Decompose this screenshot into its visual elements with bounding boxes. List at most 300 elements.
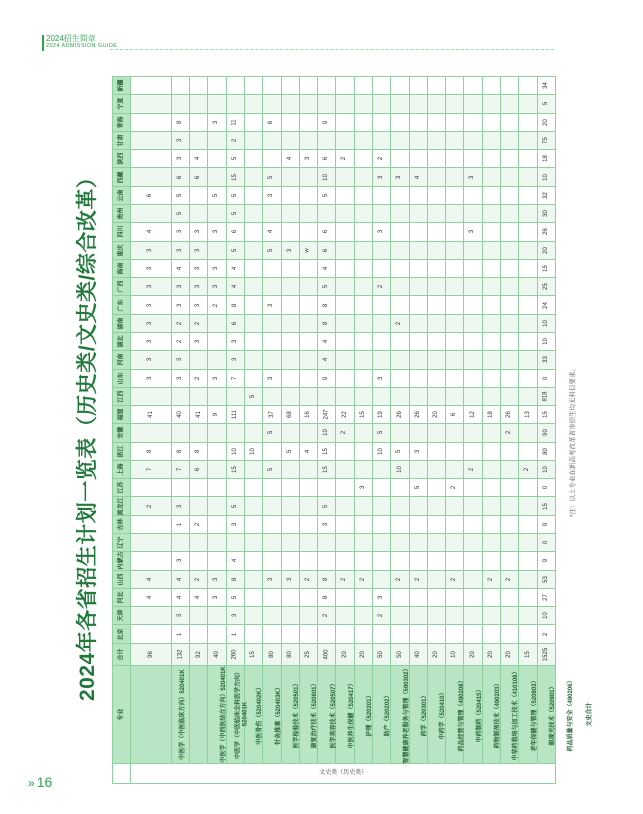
data-cell-text: 3: [195, 285, 202, 289]
data-cell: [245, 204, 263, 222]
data-cell: [263, 534, 281, 552]
data-cell: [464, 479, 482, 497]
data-cell: [226, 625, 244, 643]
data-cell-text: 16: [305, 411, 312, 419]
column-header-text: 浙江: [118, 445, 125, 458]
total-cell-text: 10: [542, 319, 549, 327]
data-cell: [131, 150, 172, 168]
data-cell: [281, 534, 299, 552]
data-cell-text: 2: [177, 339, 184, 344]
data-cell-text: 4: [323, 339, 330, 344]
data-cell: [354, 223, 372, 241]
data-cell: [171, 204, 189, 222]
category-label: [131, 763, 556, 783]
data-cell: [318, 113, 336, 131]
data-cell: [318, 351, 336, 369]
data-cell: [245, 424, 263, 442]
data-cell: [519, 479, 537, 497]
data-cell: [171, 570, 189, 588]
data-cell-text: 15: [231, 173, 238, 181]
data-cell-text: 2: [451, 486, 458, 490]
data-cell: [446, 223, 464, 241]
data-cell: [482, 552, 500, 570]
data-cell: [482, 77, 500, 95]
data-cell-text: 3: [195, 303, 202, 307]
province-row: [113, 406, 556, 424]
data-cell: [464, 204, 482, 222]
column-header: [113, 131, 131, 149]
total-cell-text: 0: [542, 376, 549, 380]
major-name-text: 中药制药（520415）: [476, 686, 483, 743]
data-cell: [519, 186, 537, 204]
data-cell: [427, 625, 445, 643]
data-cell: [500, 314, 518, 332]
data-cell: [263, 259, 281, 277]
data-cell: [318, 406, 336, 424]
data-cell-text: 5: [250, 394, 257, 399]
data-cell: [263, 241, 281, 259]
footnote: *注：以上专业在新高考改革省市招生均无科目要求。: [569, 364, 577, 518]
data-cell: [464, 150, 482, 168]
data-cell: [226, 369, 244, 387]
data-cell: [500, 95, 518, 113]
data-cell-text: 5: [231, 157, 238, 161]
data-cell: [281, 77, 299, 95]
data-cell-text: 5: [177, 193, 184, 197]
data-cell: [131, 296, 172, 314]
data-cell: [318, 150, 336, 168]
data-cell-text: 6: [195, 467, 202, 472]
data-cell: [208, 424, 226, 442]
column-header-text: 江西: [118, 390, 125, 403]
data-cell: [171, 131, 189, 149]
data-cell-text: 9: [323, 120, 330, 124]
data-cell: [391, 479, 409, 497]
data-cell: [427, 168, 445, 186]
total-cell-text: 0: [542, 541, 549, 545]
data-cell-text: 3: [195, 230, 202, 234]
data-cell-text: 4: [231, 285, 238, 289]
data-cell: [373, 150, 391, 168]
data-cell: [373, 369, 391, 387]
data-cell: [409, 406, 427, 424]
data-cell: [500, 332, 518, 350]
data-cell-text: 3: [268, 303, 275, 307]
data-cell: [171, 113, 189, 131]
column-header: [113, 168, 131, 186]
data-cell: [482, 351, 500, 369]
data-cell: [482, 223, 500, 241]
data-cell: [263, 351, 281, 369]
data-cell-text: 4: [177, 266, 184, 271]
data-cell: [245, 131, 263, 149]
data-cell-text: 400: [323, 649, 330, 660]
data-cell: [336, 204, 354, 222]
total-cell: [537, 131, 555, 149]
data-cell: [245, 332, 263, 350]
data-cell: [391, 186, 409, 204]
data-cell: [299, 131, 317, 149]
data-cell: [131, 588, 172, 606]
data-cell: [446, 150, 464, 168]
data-cell-text: 50: [396, 651, 403, 658]
data-cell: [427, 259, 445, 277]
data-cell: [263, 204, 281, 222]
data-cell-text: 5: [268, 431, 275, 435]
data-cell-text: 6: [231, 321, 238, 325]
data-cell: [373, 332, 391, 350]
data-cell: [190, 534, 208, 552]
data-cell: [391, 150, 409, 168]
data-cell: [299, 442, 317, 460]
data-cell: [519, 332, 537, 350]
data-cell: [131, 204, 172, 222]
data-cell: [500, 296, 518, 314]
data-cell: [131, 607, 172, 625]
data-cell: [464, 534, 482, 552]
data-cell: [131, 479, 172, 497]
data-cell: [299, 113, 317, 131]
data-cell-text: 3: [378, 595, 385, 600]
data-cell-text: 6: [231, 230, 238, 234]
data-cell: [208, 497, 226, 515]
column-header: [113, 113, 131, 131]
data-cell: [171, 387, 189, 405]
data-cell: [482, 259, 500, 277]
data-cell: [500, 204, 518, 222]
data-cell: [464, 95, 482, 113]
data-cell: [318, 479, 336, 497]
data-cell: [299, 351, 317, 369]
data-cell: [500, 406, 518, 424]
data-cell: [519, 278, 537, 296]
data-cell: [391, 534, 409, 552]
data-cell: [190, 607, 208, 625]
data-cell-text: 3: [268, 376, 275, 380]
data-cell: [409, 241, 427, 259]
data-cell-text: 3: [177, 157, 184, 161]
data-cell: [391, 570, 409, 588]
data-cell: [482, 387, 500, 405]
data-cell-text: 5: [231, 193, 238, 197]
data-cell: [500, 387, 518, 405]
data-cell-text: 2: [195, 321, 202, 325]
province-row: [113, 570, 556, 588]
column-header-text: 河南: [118, 353, 125, 366]
data-cell-text: 15: [524, 651, 531, 658]
column-header-text: 专业: [118, 708, 125, 721]
data-cell-text: 5: [231, 504, 238, 508]
data-cell: [464, 131, 482, 149]
data-cell-text: 3: [147, 358, 154, 362]
data-cell: [226, 113, 244, 131]
data-cell: [171, 497, 189, 515]
total-cell-text: 10: [542, 466, 549, 473]
data-cell-text: 20: [433, 411, 439, 419]
data-cell: [263, 424, 281, 442]
data-cell: [336, 497, 354, 515]
data-cell: [263, 332, 281, 350]
data-cell-text: 3: [231, 339, 238, 344]
total-cell: [537, 424, 555, 442]
major-name-text: 医学检验技术（520501）: [294, 680, 301, 749]
data-cell-text: 40: [414, 651, 421, 658]
total-cell: [537, 479, 555, 497]
data-cell: [446, 77, 464, 95]
data-cell: [281, 570, 299, 588]
data-cell: [318, 387, 336, 405]
data-cell-text: 3: [305, 157, 312, 161]
data-cell: [373, 460, 391, 478]
data-cell-text: 26: [396, 411, 403, 419]
data-cell: [171, 534, 189, 552]
data-cell: [427, 424, 445, 442]
data-cell: [299, 296, 317, 314]
data-cell: [391, 168, 409, 186]
data-cell: [281, 223, 299, 241]
data-cell: [519, 442, 537, 460]
data-cell: [354, 95, 372, 113]
data-cell: [281, 387, 299, 405]
data-cell: [446, 607, 464, 625]
data-cell: [500, 442, 518, 460]
data-cell-text: 3: [378, 376, 385, 380]
data-cell-text: 5: [268, 248, 275, 252]
data-cell-text: 5: [231, 211, 238, 216]
data-cell-text: 5: [396, 449, 403, 453]
data-cell: [482, 588, 500, 606]
data-cell: [519, 424, 537, 442]
total-cell: [537, 314, 555, 332]
data-cell-text: 2: [487, 577, 494, 581]
data-cell: [500, 278, 518, 296]
province-row: [113, 607, 556, 625]
data-cell-text: 3: [195, 248, 202, 252]
column-header: [113, 588, 131, 606]
data-cell: [446, 314, 464, 332]
data-cell-text: 2: [359, 577, 366, 581]
data-cell: [245, 314, 263, 332]
data-cell: [427, 332, 445, 350]
data-cell: [409, 369, 427, 387]
column-header-text: 海南: [118, 262, 125, 275]
data-cell: [500, 131, 518, 149]
data-cell: [336, 314, 354, 332]
data-cell: [446, 278, 464, 296]
total-cell-text: 15: [542, 265, 549, 272]
column-header-text: 云南: [118, 189, 125, 202]
category-corner: [113, 763, 131, 783]
total-cell: [537, 95, 555, 113]
major-name-text: 中药学（520410）: [440, 689, 447, 740]
column-header-text: 北京: [118, 628, 125, 641]
double-chevron-icon: »: [28, 776, 35, 790]
data-cell: [171, 369, 189, 387]
data-cell: [354, 442, 372, 460]
data-cell: [464, 515, 482, 533]
column-header: [113, 534, 131, 552]
data-cell-text: 22: [341, 411, 348, 419]
data-cell: [464, 351, 482, 369]
data-cell: [427, 296, 445, 314]
data-cell: [519, 369, 537, 387]
data-cell: [427, 552, 445, 570]
data-cell: [519, 241, 537, 259]
data-cell: [464, 369, 482, 387]
data-cell: [263, 479, 281, 497]
data-cell: [281, 460, 299, 478]
data-cell: [281, 625, 299, 643]
data-cell: [318, 131, 336, 149]
data-cell: [336, 387, 354, 405]
data-cell: [336, 460, 354, 478]
data-cell: [409, 497, 427, 515]
column-header: [113, 424, 131, 442]
data-cell: [409, 223, 427, 241]
data-cell-text: 92: [195, 651, 202, 658]
data-cell: [208, 607, 226, 625]
data-cell: [354, 259, 372, 277]
data-cell: [391, 351, 409, 369]
data-cell: [354, 515, 372, 533]
data-cell: [190, 296, 208, 314]
data-cell: [409, 150, 427, 168]
data-cell: [131, 406, 172, 424]
page-title: 2024年各省招生计划一览表（历史类/文史类/综合改革）: [76, 166, 99, 701]
data-cell: [281, 186, 299, 204]
data-cell: [482, 607, 500, 625]
data-cell: [226, 424, 244, 442]
data-cell: [373, 204, 391, 222]
total-cell: [537, 223, 555, 241]
total-cell: [537, 278, 555, 296]
data-cell: [263, 186, 281, 204]
data-cell: [263, 131, 281, 149]
data-cell: [500, 150, 518, 168]
data-cell: [464, 625, 482, 643]
total-cell-text: 90: [542, 429, 549, 437]
data-cell: [336, 77, 354, 95]
data-cell-text: 3: [469, 230, 476, 234]
data-cell: [409, 131, 427, 149]
data-cell-text: 20: [506, 651, 513, 658]
data-cell: [318, 424, 336, 442]
data-cell-text: 2: [524, 467, 531, 472]
data-cell: [446, 113, 464, 131]
data-cell-text: 50: [378, 651, 385, 658]
data-cell-text: 6: [323, 230, 330, 234]
data-cell-text: 3: [268, 193, 275, 197]
province-row: [113, 515, 556, 533]
total-cell: [537, 607, 555, 625]
column-header: [113, 479, 131, 497]
data-cell-text: 3: [213, 230, 220, 234]
data-cell: [190, 625, 208, 643]
data-cell: [391, 515, 409, 533]
data-cell-text: 4: [195, 157, 202, 161]
data-cell: [446, 369, 464, 387]
data-cell: [131, 497, 172, 515]
data-cell-text: 96: [147, 651, 154, 658]
data-cell-text: 5: [231, 595, 238, 600]
data-cell: [245, 150, 263, 168]
data-cell-text: 5: [323, 285, 330, 289]
data-cell: [171, 150, 189, 168]
data-cell: [208, 223, 226, 241]
data-cell: [226, 296, 244, 314]
data-cell-text: 10: [231, 447, 238, 455]
total-cell-text: 33: [542, 356, 549, 364]
data-cell-text: 8: [323, 577, 330, 581]
data-cell: [281, 479, 299, 497]
major-name-text: 康复治疗技术（520601）: [312, 680, 319, 749]
data-cell-text: 3: [323, 522, 330, 527]
province-row: [113, 387, 556, 405]
data-cell-text: 2: [341, 577, 348, 581]
data-cell: [482, 113, 500, 131]
data-cell: [190, 314, 208, 332]
data-cell: [373, 424, 391, 442]
data-cell-text: 1: [231, 632, 238, 636]
total-cell: [537, 497, 555, 515]
data-cell: [263, 387, 281, 405]
data-cell: [336, 515, 354, 533]
column-header: [113, 387, 131, 405]
column-header: [113, 259, 131, 277]
data-cell: [190, 351, 208, 369]
data-cell: [446, 241, 464, 259]
data-cell: [299, 588, 317, 606]
data-cell-text: 3: [213, 577, 220, 581]
data-cell: [208, 314, 226, 332]
data-cell: [299, 515, 317, 533]
data-cell: [263, 570, 281, 588]
major-name-text: 药学（520301）: [422, 692, 429, 737]
data-cell-text: 6: [177, 175, 184, 179]
data-cell-text: 3: [177, 138, 184, 143]
data-cell: [409, 442, 427, 460]
data-cell: [409, 204, 427, 222]
province-row: [113, 351, 556, 369]
data-cell-text: 12: [469, 411, 476, 419]
data-cell: [131, 113, 172, 131]
data-cell: [482, 278, 500, 296]
data-cell: [391, 131, 409, 149]
data-cell-text: 5: [231, 248, 238, 252]
data-cell: [409, 460, 427, 478]
data-cell: [373, 241, 391, 259]
data-cell-text: 2: [305, 577, 312, 581]
province-row: [113, 95, 556, 113]
data-cell: [464, 113, 482, 131]
data-cell: [299, 460, 317, 478]
data-cell: [131, 625, 172, 643]
data-cell: [446, 387, 464, 405]
data-cell: [391, 497, 409, 515]
data-cell-text: 7: [177, 467, 184, 472]
data-cell: [482, 241, 500, 259]
data-cell-text: 2: [506, 577, 513, 581]
province-row: [113, 369, 556, 387]
data-cell-text: 20: [469, 651, 476, 658]
data-cell: [446, 168, 464, 186]
data-cell: [226, 570, 244, 588]
data-cell: [500, 607, 518, 625]
data-cell: [336, 332, 354, 350]
data-cell: [336, 625, 354, 643]
column-header-text: 黑龙江: [118, 497, 125, 516]
data-cell-text: 6: [147, 193, 154, 197]
